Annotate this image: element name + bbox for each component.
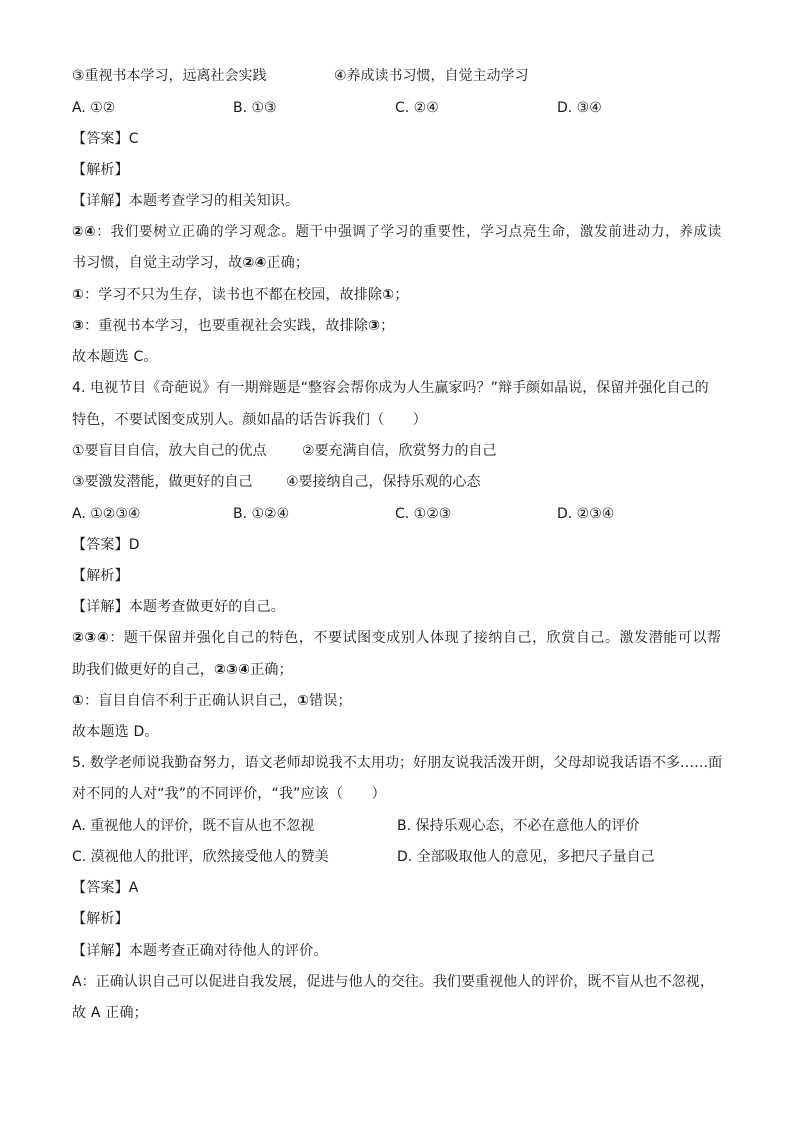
q5-analysis-label: 【解析】 (72, 911, 129, 927)
q4-option-1: ①要盲目自信，放大自己的优点 (72, 443, 267, 459)
q4-option-2: ②要充满自信，欣赏努力的自己 (302, 443, 497, 459)
q5-detail: 【详解】本题考查正确对待他人的评价。 (72, 943, 328, 959)
q4-explanation-1: ②③④：题干保留并强化自己的特色，不要试图变成别人体现了接纳自己，欣赏自己。激发潜能可以帮 (72, 630, 722, 646)
q4-choice-d: D. ②③④ (557, 506, 615, 522)
q4-stem-line-2: 特色，不要试图变成别人。颜如晶的话告诉我们（ ） (72, 412, 427, 428)
q3-option-3: ③重视书本学习，远离社会实践 (72, 68, 267, 84)
q5-stem-line-1: 5. 数学老师说我勤奋努力，语文老师却说我不太用功；好朋友说我活泼开朗，父母却说我话语不多……面 (72, 755, 723, 771)
q5-explanation-a-cont: 故 A 正确； (72, 1005, 148, 1021)
q3-choice-d: D. ③④ (557, 100, 602, 116)
q4-choice-b: B. ①②④ (233, 506, 290, 522)
q4-explanation-1-cont: 助我们做更好的自己，②③④正确； (72, 662, 293, 678)
q3-answer: 【答案】C (72, 131, 139, 147)
q4-explanation-2: ①：盲目自信不利于正确认识自己，①错误； (72, 693, 352, 709)
q5-option-c: C. 漠视他人的批评，欣然接受他人的赞美 (72, 849, 329, 865)
q3-explanation-3: ③：重视书本学习，也要重视社会实践，故排除③； (72, 318, 395, 334)
q4-option-4: ④要接纳自己，保持乐观的心态 (286, 474, 481, 490)
q5-option-d: D. 全部吸取他人的意见，多把尺子量自己 (397, 849, 655, 865)
q3-analysis-label: 【解析】 (72, 162, 129, 178)
q4-answer: 【答案】D (72, 537, 140, 553)
q5-option-a: A. 重视他人的评价，既不盲从也不忽视 (72, 818, 315, 834)
q4-choice-c: C. ①②③ (395, 506, 452, 522)
q5-stem-line-2: 对不同的人对“我”的不同评价，“我”应该（ ） (72, 786, 386, 802)
q4-option-3: ③要激发潜能，做更好的自己 (72, 474, 253, 490)
q4-detail: 【详解】本题考查做更好的自己。 (72, 599, 285, 615)
q4-stem-line-1: 4. 电视节目《奇葩说》有一期辩题是“整容会帮你成为人生赢家吗？”辩手颜如晶说，保留并强化自己的 (72, 380, 709, 396)
q3-option-4: ④养成读书习惯，自觉主动学习 (334, 68, 529, 84)
q5-answer: 【答案】A (72, 880, 139, 896)
q3-detail: 【详解】本题考查学习的相关知识。 (72, 193, 300, 209)
q3-explanation-2: ①：学习不只为生存，读书也不都在校园，故排除①； (72, 287, 409, 303)
q5-explanation-a: A：正确认识自己可以促进自我发展，促进与他人的交往。我们要重视他人的评价，既不盲从也不忽视， (72, 974, 714, 990)
q3-choice-a: A. ①② (72, 100, 116, 116)
q5-option-b: B. 保持乐观心态，不必在意他人的评价 (397, 818, 640, 834)
q4-analysis-label: 【解析】 (72, 568, 129, 584)
q3-explanation-1: ②④：我们要树立正确的学习观念。题干中强调了学习的重要性，学习点亮生命，激发前进动力，养成读 (72, 224, 723, 240)
q3-explanation-1-cont: 书习惯，自觉主动学习，故②④正确； (72, 255, 310, 271)
q3-exp1-tag: ②④ (72, 224, 97, 240)
q4-choice-a: A. ①②③④ (72, 506, 141, 522)
q3-choice-b: B. ①③ (233, 100, 277, 116)
q3-choice-c: C. ②④ (395, 100, 439, 116)
q3-conclusion: 故本题选 C。 (72, 349, 158, 365)
q4-conclusion: 故本题选 D。 (72, 724, 159, 740)
